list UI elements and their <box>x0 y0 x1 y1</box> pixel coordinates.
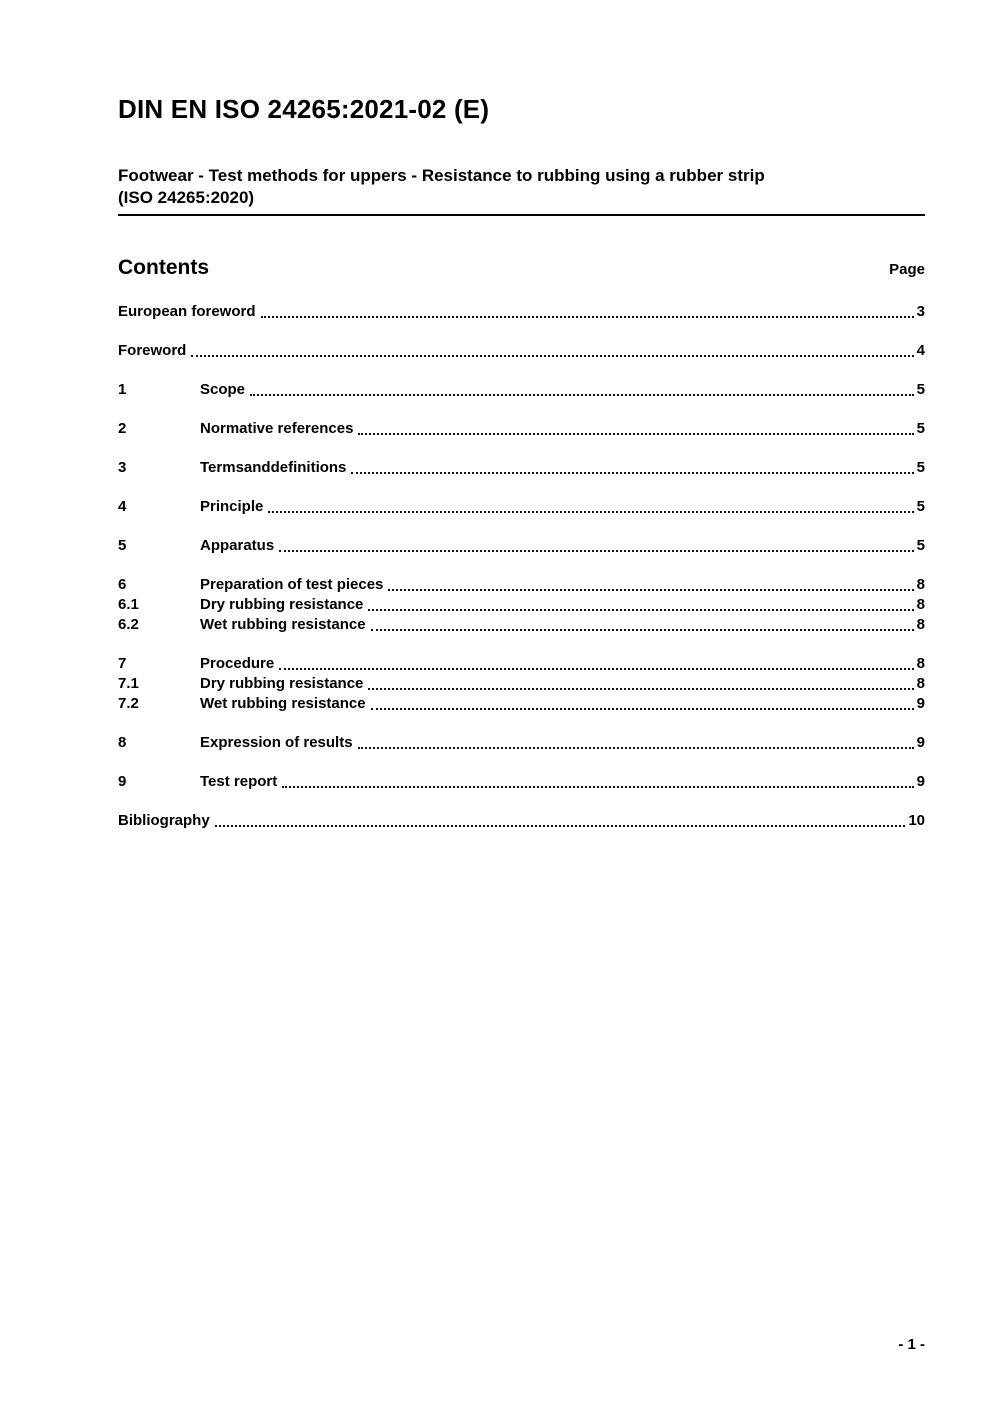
toc-leader-dots <box>268 511 913 513</box>
toc-entry-label: Termsanddefinitions <box>200 458 347 476</box>
toc-leader-dots <box>388 589 913 591</box>
toc-entry-page: 5 <box>916 458 925 476</box>
toc-row <box>118 341 925 360</box>
toc-entry-page: 5 <box>916 536 925 554</box>
toc-row <box>118 380 925 399</box>
toc-leader-dots <box>215 825 906 827</box>
toc-entry-label: Apparatus <box>200 536 275 554</box>
toc-entry-page: 9 <box>916 772 925 790</box>
toc-entry-label: Test report <box>200 772 278 790</box>
toc-entry-label: Preparation of test pieces <box>200 575 384 593</box>
toc-leader-dots <box>358 433 913 435</box>
toc-leader-dots <box>351 472 913 474</box>
toc-row <box>118 615 925 634</box>
toc-entry-label: Principle <box>200 497 264 515</box>
document-subtitle-line2: (ISO 24265:2020) <box>118 187 255 207</box>
toc-row <box>118 772 925 791</box>
toc-entry-page: 9 <box>916 733 925 751</box>
toc-entry-page: 5 <box>916 497 925 515</box>
contents-header <box>118 256 925 280</box>
toc-leader-dots <box>279 668 913 670</box>
toc-row <box>118 733 925 752</box>
toc-entry-page: 9 <box>916 694 925 712</box>
toc-entry-page: 8 <box>916 674 925 692</box>
document-title: DIN EN ISO 24265:2021-02 (E) <box>118 94 490 124</box>
toc-entry-number: 1 <box>118 380 127 398</box>
page-number-footer: - 1 - <box>898 1336 925 1353</box>
toc-row <box>118 575 925 594</box>
toc-leader-dots <box>261 316 914 318</box>
toc-entry-number: 6.1 <box>118 595 139 613</box>
toc-entry-label: Wet rubbing resistance <box>200 694 366 712</box>
toc-entry-label: Procedure <box>200 654 275 672</box>
toc-entry-number: 7 <box>118 654 127 672</box>
toc-leader-dots <box>371 708 914 710</box>
toc-entry-page: 4 <box>916 341 925 359</box>
toc-entry-number: 9 <box>118 772 127 790</box>
toc-leader-dots <box>279 550 913 552</box>
toc-row <box>118 694 925 713</box>
toc-entry-label: Normative references <box>200 419 354 437</box>
page-column-label: Page <box>889 260 925 278</box>
toc-leader-dots <box>191 355 913 357</box>
toc-entry-page: 5 <box>916 380 925 398</box>
toc-entry-number: 5 <box>118 536 127 554</box>
toc-row <box>118 595 925 614</box>
toc-entry-number: 8 <box>118 733 127 751</box>
toc-leader-dots <box>368 609 913 611</box>
contents-heading: Contents <box>118 255 209 279</box>
toc-entry-label: Expression of results <box>200 733 353 751</box>
toc-entry-page: 5 <box>916 419 925 437</box>
toc-entry-label: Dry rubbing resistance <box>200 674 364 692</box>
document-subtitle <box>118 165 925 216</box>
toc-entry-label: European foreword <box>118 302 256 320</box>
toc-entry-number: 2 <box>118 419 127 437</box>
toc-row <box>118 674 925 693</box>
document-subtitle-line1: Footwear - Test methods for uppers - Resistance to rubbing using a rubber strip <box>118 166 765 185</box>
toc-entry-number: 7.1 <box>118 674 139 692</box>
toc-row <box>118 458 925 477</box>
toc-entry-page: 10 <box>908 811 925 829</box>
toc-entry-label: Wet rubbing resistance <box>200 615 366 633</box>
toc-entry-label: Bibliography <box>118 811 210 829</box>
toc-row <box>118 419 925 438</box>
toc-entry-number: 4 <box>118 497 127 515</box>
toc-leader-dots <box>250 394 914 396</box>
toc-entry-page: 8 <box>916 654 925 672</box>
toc-entry-label: Scope <box>200 380 246 398</box>
toc-entry-number: 6 <box>118 575 127 593</box>
toc-entry-label: Dry rubbing resistance <box>200 595 364 613</box>
toc-row <box>118 497 925 516</box>
toc-row <box>118 654 925 673</box>
toc-list <box>118 302 925 830</box>
toc-entry-number: 7.2 <box>118 694 139 712</box>
toc-leader-dots <box>371 629 914 631</box>
toc-row <box>118 811 925 830</box>
toc-entry-page: 3 <box>916 302 925 320</box>
toc-leader-dots <box>282 786 913 788</box>
toc-row <box>118 536 925 555</box>
toc-leader-dots <box>368 688 913 690</box>
toc-entry-number: 3 <box>118 458 127 476</box>
toc-entry-page: 8 <box>916 615 925 633</box>
toc-entry-page: 8 <box>916 575 925 593</box>
toc-entry-number: 6.2 <box>118 615 139 633</box>
toc-entry-label: Foreword <box>118 341 187 359</box>
toc-row <box>118 302 925 321</box>
toc-leader-dots <box>358 747 914 749</box>
toc-entry-page: 8 <box>916 595 925 613</box>
